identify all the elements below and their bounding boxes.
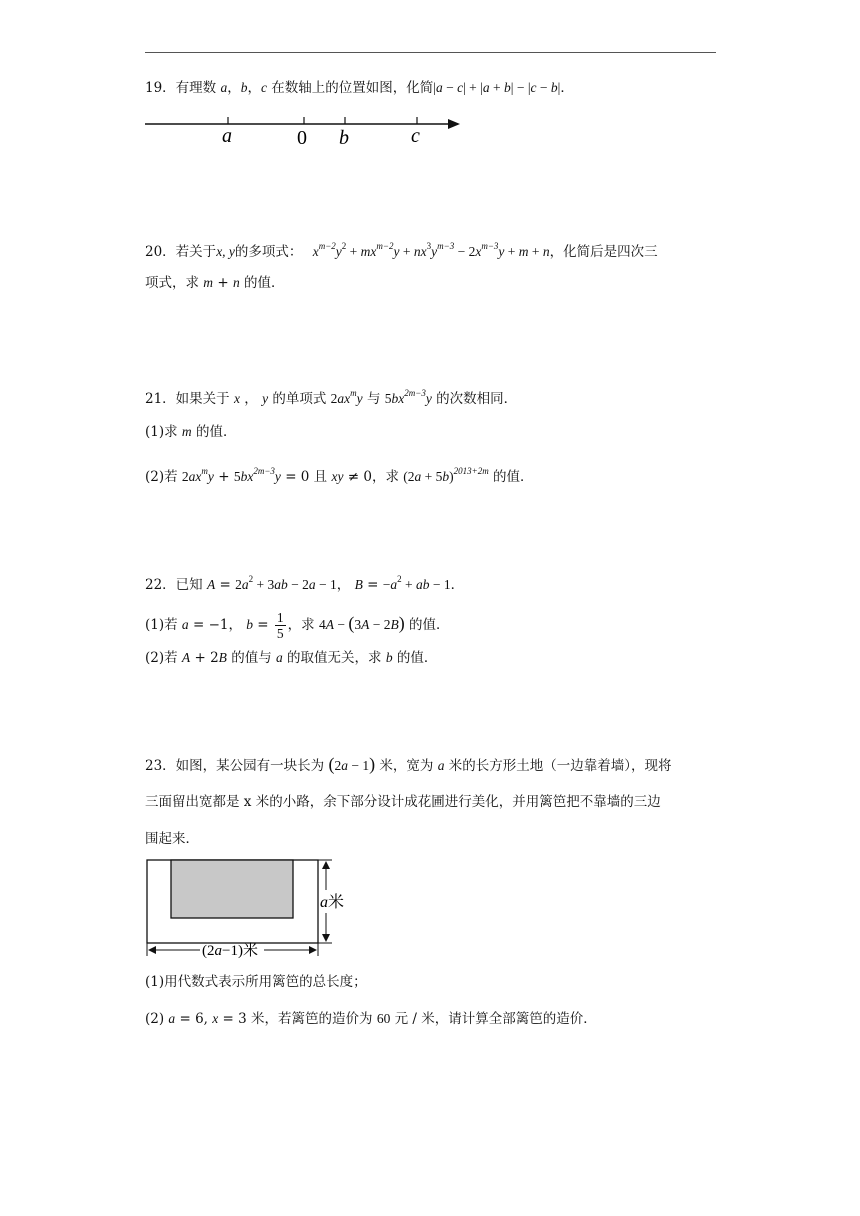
- width-label: a米: [320, 894, 345, 911]
- q23-part1: (1)用代数式表示所用篱笆的总长度；: [145, 974, 367, 990]
- q22-line1: 22．已知 $A = 2a^2 + 3ab - 2a - 1$， $B = -a^2$ + ab − 1．: [145, 574, 465, 593]
- axis-label-0: 0: [297, 127, 307, 149]
- q23-line1: 23．如图，某公园有一块长为 (2a − 1) 米，宽为 a 米的长方形土地（一边靠着墙），现将: [145, 754, 672, 774]
- axis-label-b: b: [339, 127, 349, 149]
- garden-diagram: [140, 853, 360, 965]
- top-rule: [145, 52, 716, 53]
- q21-part2: (2)若 $2ax^my + 5bx^{2m-3}y = 0$ 且 xy ≠ 0，求 $(2a + 5b)^{2013+2m}$ 的值．: [145, 466, 534, 485]
- q22-part2: (2)若 A + 2B 的值与 a 的取值无关，求 b 的值．: [145, 650, 438, 666]
- q21-line1: 21．如果关于 x ， y 的单项式 $2ax^my$ 与 $5bx^{2m-3}y$ 的次数相同．: [145, 388, 518, 407]
- q22-part1: (1)若 a = −1， b = $\frac{1}{5}$ ，求 4A − (3A − 2B) 的值．: [145, 610, 450, 641]
- q23-line2: 三面留出宽都是 x 米的小路，余下部分设计成花圃进行美化，并用篱笆把不靠墙的三边: [145, 794, 661, 810]
- q23-line3: 围起来．: [145, 831, 199, 847]
- length-label: (2a−1)米: [202, 943, 258, 959]
- q23-part2: (2) a = 6, x = 3 米，若篱笆的造价为 60 元 / 米，请计算全部篱笆的造价．: [145, 1011, 597, 1027]
- number-line: [140, 108, 470, 153]
- axis-label-c: c: [411, 125, 420, 147]
- q20-line1: 20．若关于x, y的多项式： $x^{m-2}y^2 + mx^{m-2}y + nx^3y^{m-3} - 2x^{m-3}y + m + n$，化简后是四次三: [145, 241, 658, 260]
- axis-label-a: a: [222, 125, 232, 147]
- q21-part1: (1)求 m 的值．: [145, 424, 237, 440]
- q20-line2: 项式，求 m + n 的值．: [145, 275, 285, 291]
- q19-text: 19．有理数 a，b，c 在数轴上的位置如图，化简|a − c| + |a + b| − |c − b|．: [145, 80, 574, 96]
- flowerbed-rectangle: [171, 860, 293, 918]
